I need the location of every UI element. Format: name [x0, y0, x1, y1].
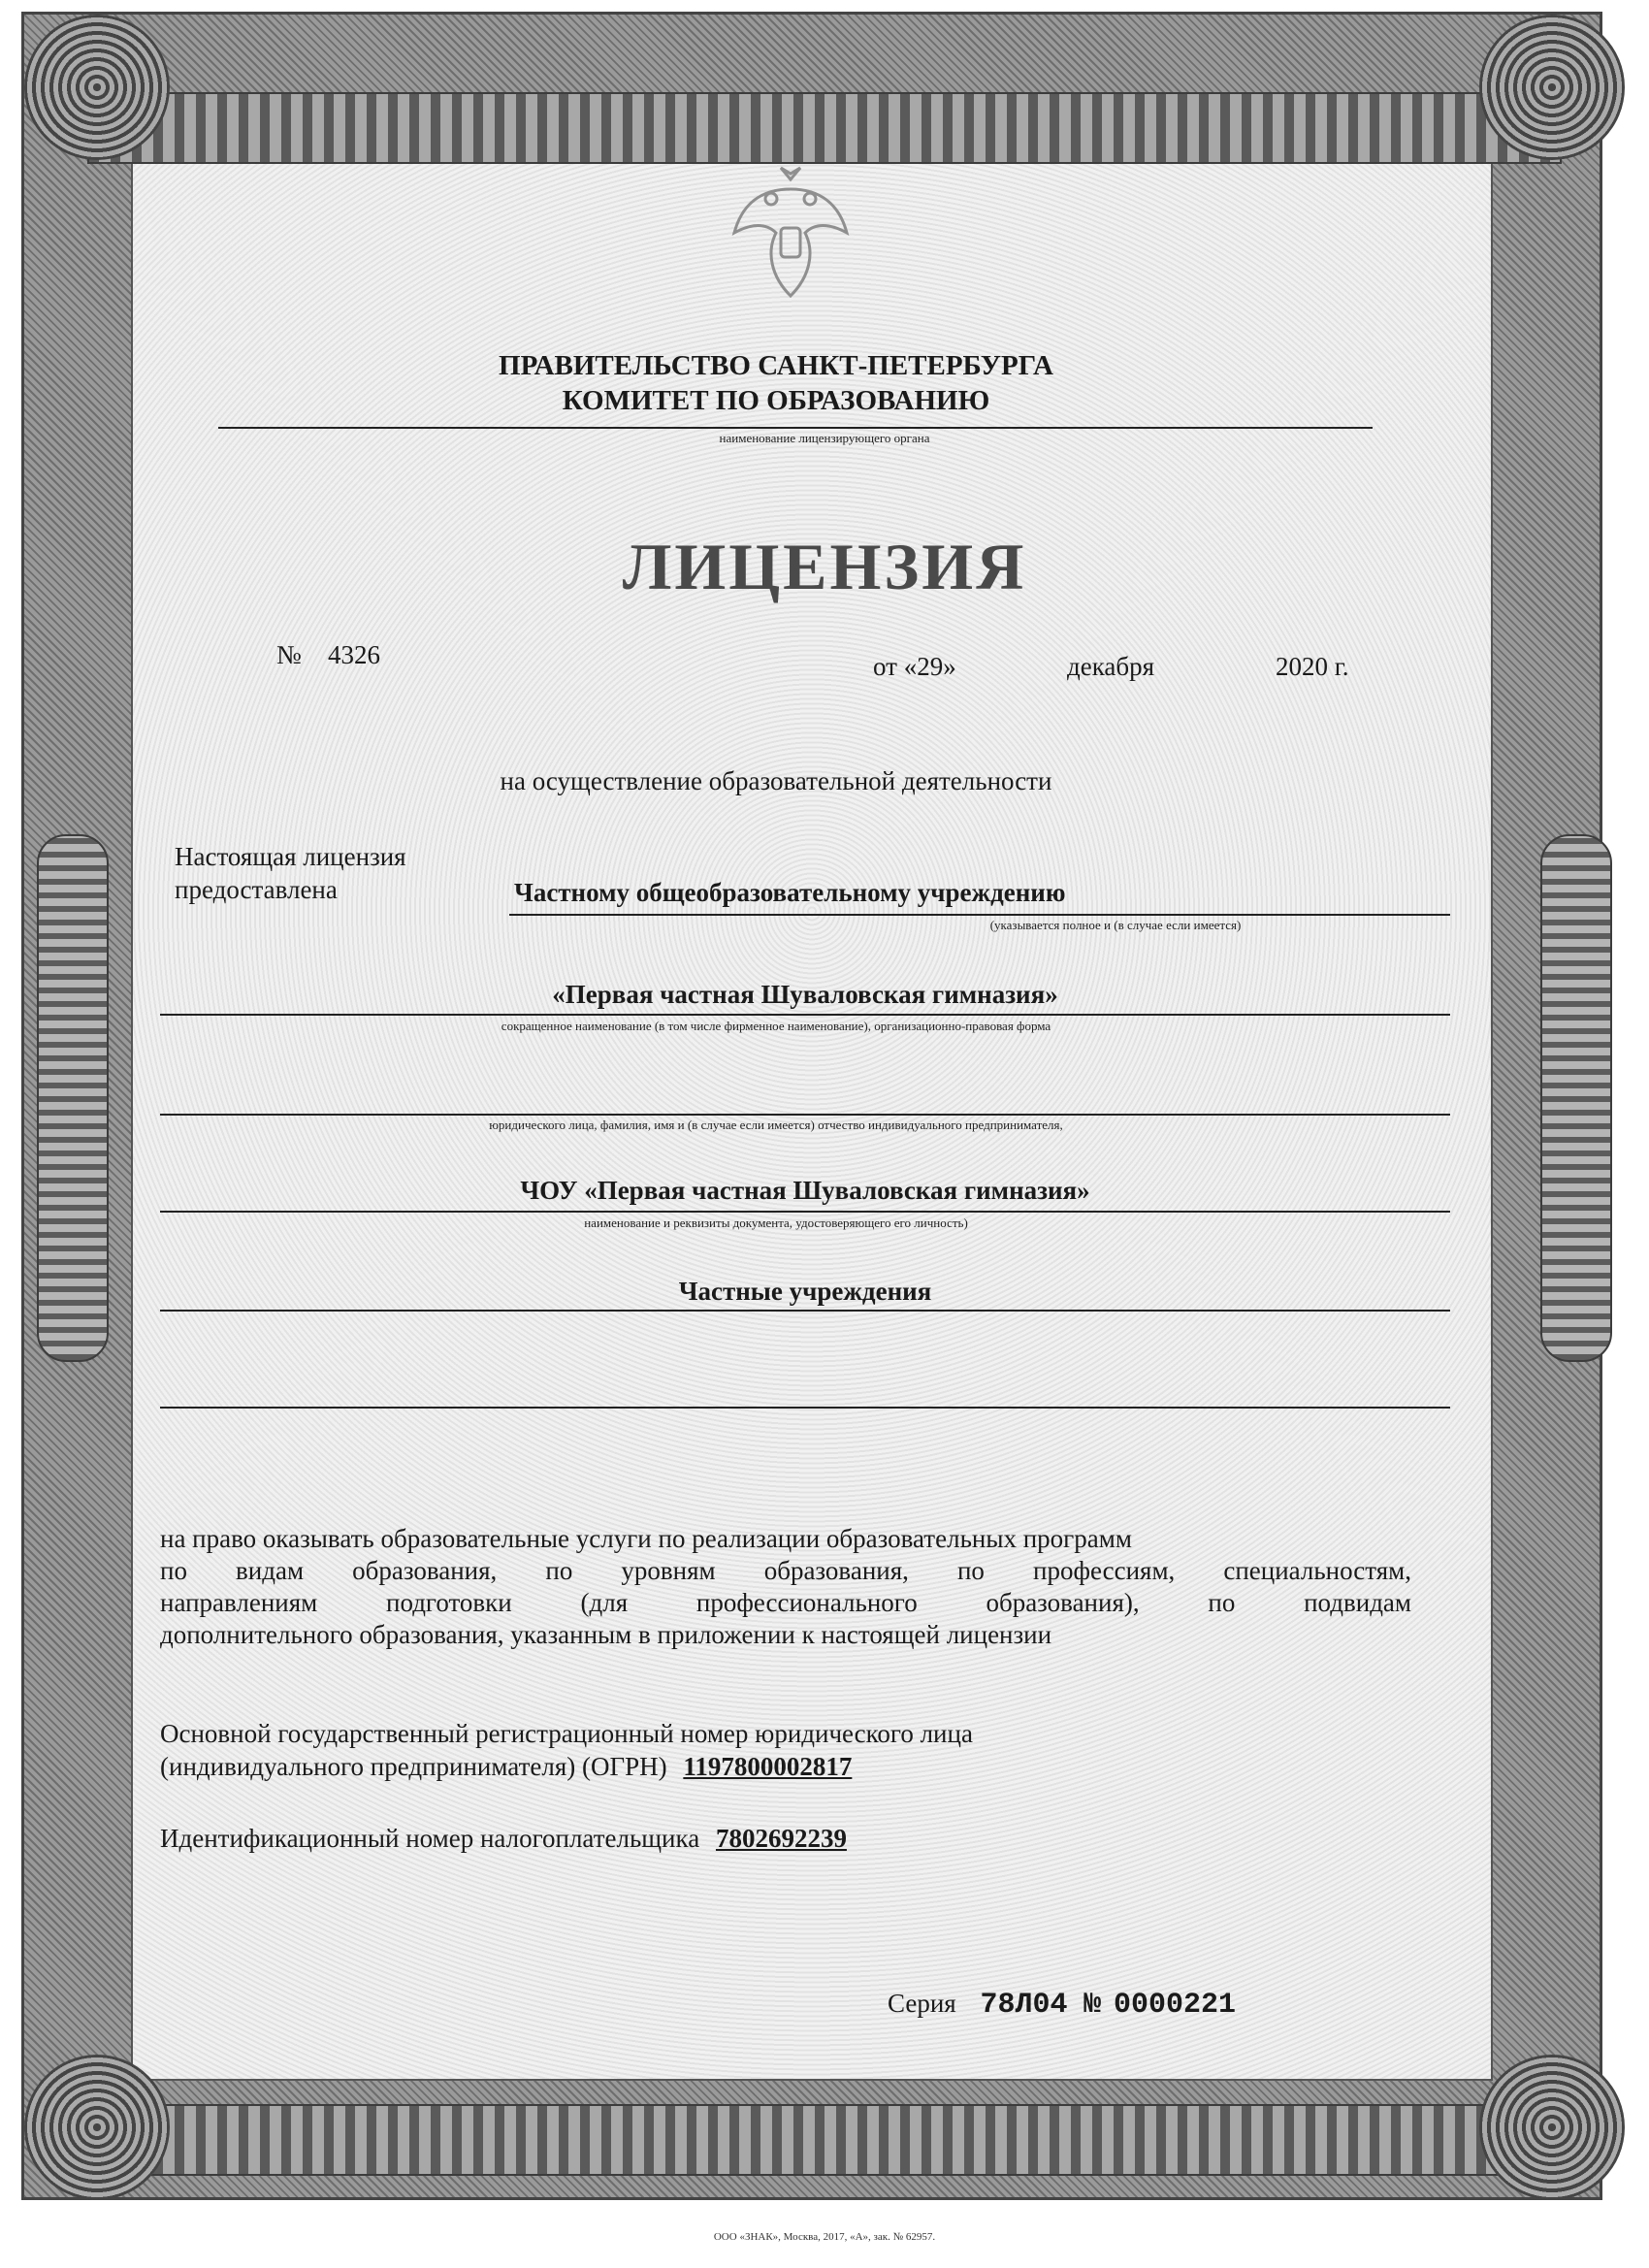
top-ornament-band	[87, 92, 1562, 164]
corner-rosette	[1479, 15, 1625, 160]
grantee-underline-3	[160, 1114, 1450, 1116]
left-ornament	[37, 834, 109, 1362]
series-number-label: №	[1083, 1989, 1102, 2022]
grantee-caption-4: наименование и реквизиты документа, удостоверяющего его личность)	[584, 1215, 968, 1230]
inn-label: Идентификационный номер налогоплательщика	[160, 1824, 700, 1853]
ornamental-frame	[21, 12, 1602, 2200]
ogrn-value: 1197800002817	[683, 1752, 853, 1781]
grantee-underline-5	[160, 1310, 1450, 1312]
authority-caption: наименование лицензирующего органа	[719, 431, 930, 445]
grantee-legal-form: Частные учреждения	[678, 1277, 932, 1306]
rights-paragraph	[160, 1523, 1411, 1651]
series-label: Серия	[888, 1989, 956, 2018]
license-number: 4326	[328, 640, 380, 669]
guilloche-background	[131, 131, 1493, 2081]
grantee-caption-1: (указывается полное и (в случае если имеется)	[989, 918, 1242, 932]
ogrn-line-2	[160, 1752, 852, 1782]
license-date-month: декабря	[1067, 652, 1155, 681]
inn-value: 7802692239	[715, 1824, 847, 1853]
grantee-caption-2: сокращенное наименование (в том числе фирменное наименование), организационно-правовая форма	[501, 1019, 1051, 1033]
grantee-underline-4	[160, 1211, 1450, 1213]
grantee-label-line-1: Настоящая лицензия	[175, 842, 406, 871]
license-number-label: №	[276, 640, 302, 669]
grantee-full-name-continued: «Первая частная Шуваловская гимназия»	[552, 980, 1058, 1009]
grantee-underline-1	[509, 914, 1450, 916]
license-purpose: на осуществление образовательной деятельности	[500, 766, 1052, 795]
ogrn-line-1: Основной государственный регистрационный номер юридического лица	[160, 1719, 973, 1748]
inn-line	[160, 1824, 847, 1854]
license-date-year: 2020 г.	[1276, 652, 1349, 681]
rights-line-3: направлениям подготовки (для профессионального образования), по подвидам	[160, 1588, 1411, 1617]
rights-line-4: дополнительного образования, указанным в приложении к настоящей лицензии	[160, 1620, 1052, 1649]
corner-rosette	[24, 15, 170, 160]
ogrn-label: (индивидуального предпринимателя) (ОГРН)	[160, 1752, 667, 1781]
series-number: 0000221	[1113, 1989, 1237, 2022]
corner-rosette	[1479, 2055, 1625, 2200]
authority-underline	[218, 427, 1373, 429]
grantee-underline-2	[160, 1014, 1450, 1016]
authority-line-2: КОМИТЕТ ПО ОБРАЗОВАНИЮ	[562, 385, 990, 416]
grantee-underline-6	[160, 1407, 1450, 1409]
series-value: 78Л04	[980, 1989, 1068, 2022]
corner-rosette	[24, 2055, 170, 2200]
rights-line-1: на право оказывать образовательные услуги по реализации образовательных программ	[160, 1524, 1132, 1553]
document-title: ЛИЦЕНЗИЯ	[622, 530, 1027, 603]
authority-line-1: ПРАВИТЕЛЬСТВО САНКТ-ПЕТЕРБУРГА	[499, 350, 1053, 381]
rights-line-2: по видам образования, по уровням образования, по профессиям, специальностям,	[160, 1556, 1411, 1585]
printer-footer: ООО «ЗНАК», Москва, 2017, «А», зак. № 62957.	[713, 2231, 936, 2243]
right-ornament	[1540, 834, 1612, 1362]
bottom-ornament-band	[87, 2104, 1562, 2176]
grantee-short-name: ЧОУ «Первая частная Шуваловская гимназия»	[520, 1176, 1090, 1205]
series-block	[888, 1989, 1236, 2022]
coat-of-arms-icon	[723, 160, 858, 306]
grantee-caption-3: юридического лица, фамилия, имя и (в случае если имеется) отчество индивидуального предпринимателя,	[489, 1118, 1063, 1132]
license-date-day: от «29»	[873, 652, 956, 681]
grantee-label-line-2: предоставлена	[175, 875, 338, 904]
grantee-full-name: Частному общеобразовательному учреждению	[514, 878, 1066, 907]
